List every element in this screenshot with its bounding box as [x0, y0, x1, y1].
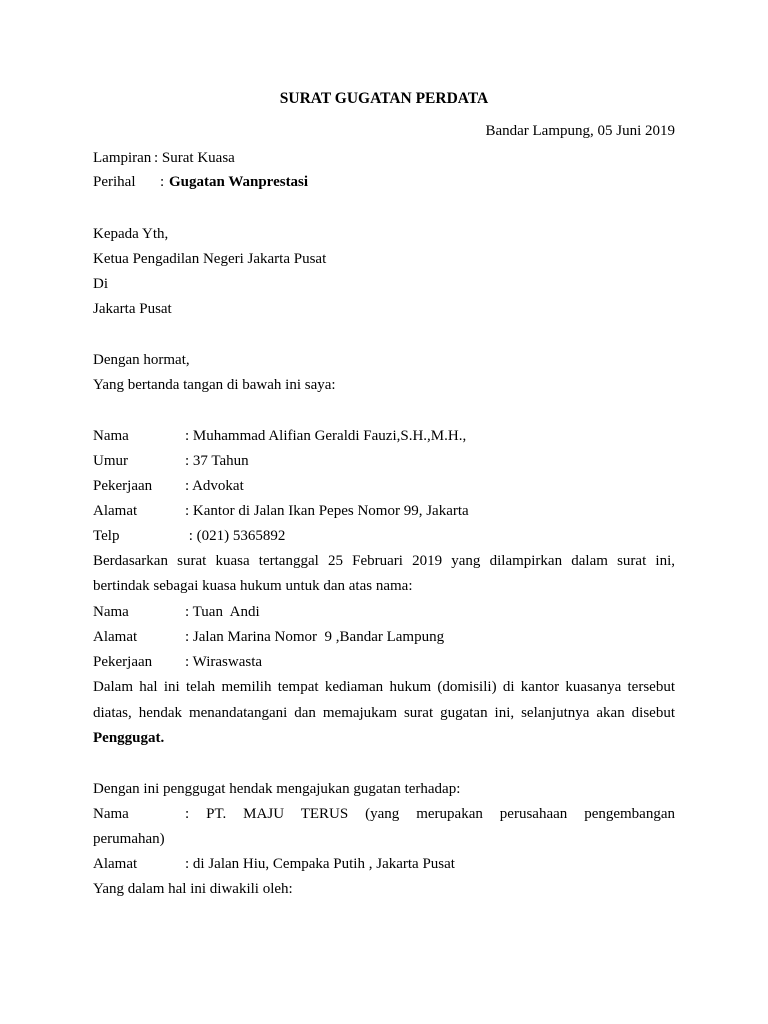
kuasa-line-1: Berdasarkan surat kuasa tertanggal 25 Februari 2019 yang dilampirkan dalam surat ini, [93, 553, 675, 569]
recipient-line-1: Kepada Yth, [93, 226, 169, 242]
against-intro: Dengan ini penggugat hendak mengajukan gugatan terhadap: [93, 781, 461, 797]
client-alamat-label: Alamat [93, 629, 138, 645]
client-pekerjaan-value: : Wiraswasta [185, 654, 263, 670]
client-nama-label: Nama [93, 604, 129, 620]
defendant-nama-label: Nama [93, 806, 129, 822]
client-pekerjaan-label: Pekerjaan [93, 654, 153, 670]
lawyer-alamat-label: Alamat [93, 503, 138, 519]
domisili-line-1: Dalam hal ini telah memilih tempat kediaman hukum (domisili) di kantor kuasanya tersebut [93, 679, 675, 695]
recipient-line-3: Di [93, 276, 108, 292]
document-page [93, 0, 675, 1024]
represented-line: Yang dalam hal ini diwakili oleh: [93, 881, 293, 897]
greeting: Dengan hormat, [93, 352, 190, 368]
domisili-line-2: diatas, hendak menandatangani dan memajukam surat gugatan ini, selanjutnya akan disebut [93, 705, 675, 721]
client-nama-value: : Tuan Andi [185, 604, 260, 620]
kuasa-line-2: bertindak sebagai kuasa hukum untuk dan atas nama: [93, 578, 413, 594]
lawyer-alamat-value: : Kantor di Jalan Ikan Pepes Nomor 99, Jakarta [185, 503, 469, 519]
lawyer-pekerjaan-label: Pekerjaan [93, 478, 153, 494]
perihal-value: Gugatan Wanprestasi [169, 174, 309, 190]
penggugat-text: Penggugat. [93, 730, 165, 746]
recipient-line-2: Ketua Pengadilan Negeri Jakarta Pusat [93, 251, 327, 267]
defendant-alamat-value: : di Jalan Hiu, Cempaka Putih , Jakarta Pusat [185, 856, 455, 872]
perihal-label: Perihal [93, 174, 136, 190]
lampiran-label: Lampiran [93, 150, 152, 166]
document-title: SURAT GUGATAN PERDATA [279, 90, 489, 107]
lawyer-nama-value: : Muhammad Alifian Geraldi Fauzi,S.H.,M.H., [185, 428, 467, 444]
client-alamat-value: : Jalan Marina Nomor 9 ,Bandar Lampung [185, 629, 445, 645]
intro: Yang bertanda tangan di bawah ini saya: [93, 377, 336, 393]
lawyer-telp-value: : (021) 5365892 [185, 528, 286, 544]
perihal-colon: : [160, 174, 165, 190]
lawyer-umur-value: : 37 Tahun [185, 453, 249, 469]
penggugat-label [93, 729, 164, 747]
defendant-nama-value-line-1: : PT. MAJU TERUS (yang merupakan perusahaan pengembangan [185, 806, 675, 822]
lawyer-nama-label: Nama [93, 428, 129, 444]
recipient-line-4: Jakarta Pusat [93, 301, 172, 317]
defendant-nama-value-line-2: perumahan) [93, 831, 165, 847]
lawyer-pekerjaan-value: : Advokat [185, 478, 244, 494]
defendant-alamat-label: Alamat [93, 856, 138, 872]
lampiran-value: : Surat Kuasa [154, 150, 235, 166]
lawyer-telp-label: Telp [93, 528, 120, 544]
lawyer-umur-label: Umur [93, 453, 128, 469]
place-date: Bandar Lampung, 05 Juni 2019 [485, 123, 675, 139]
